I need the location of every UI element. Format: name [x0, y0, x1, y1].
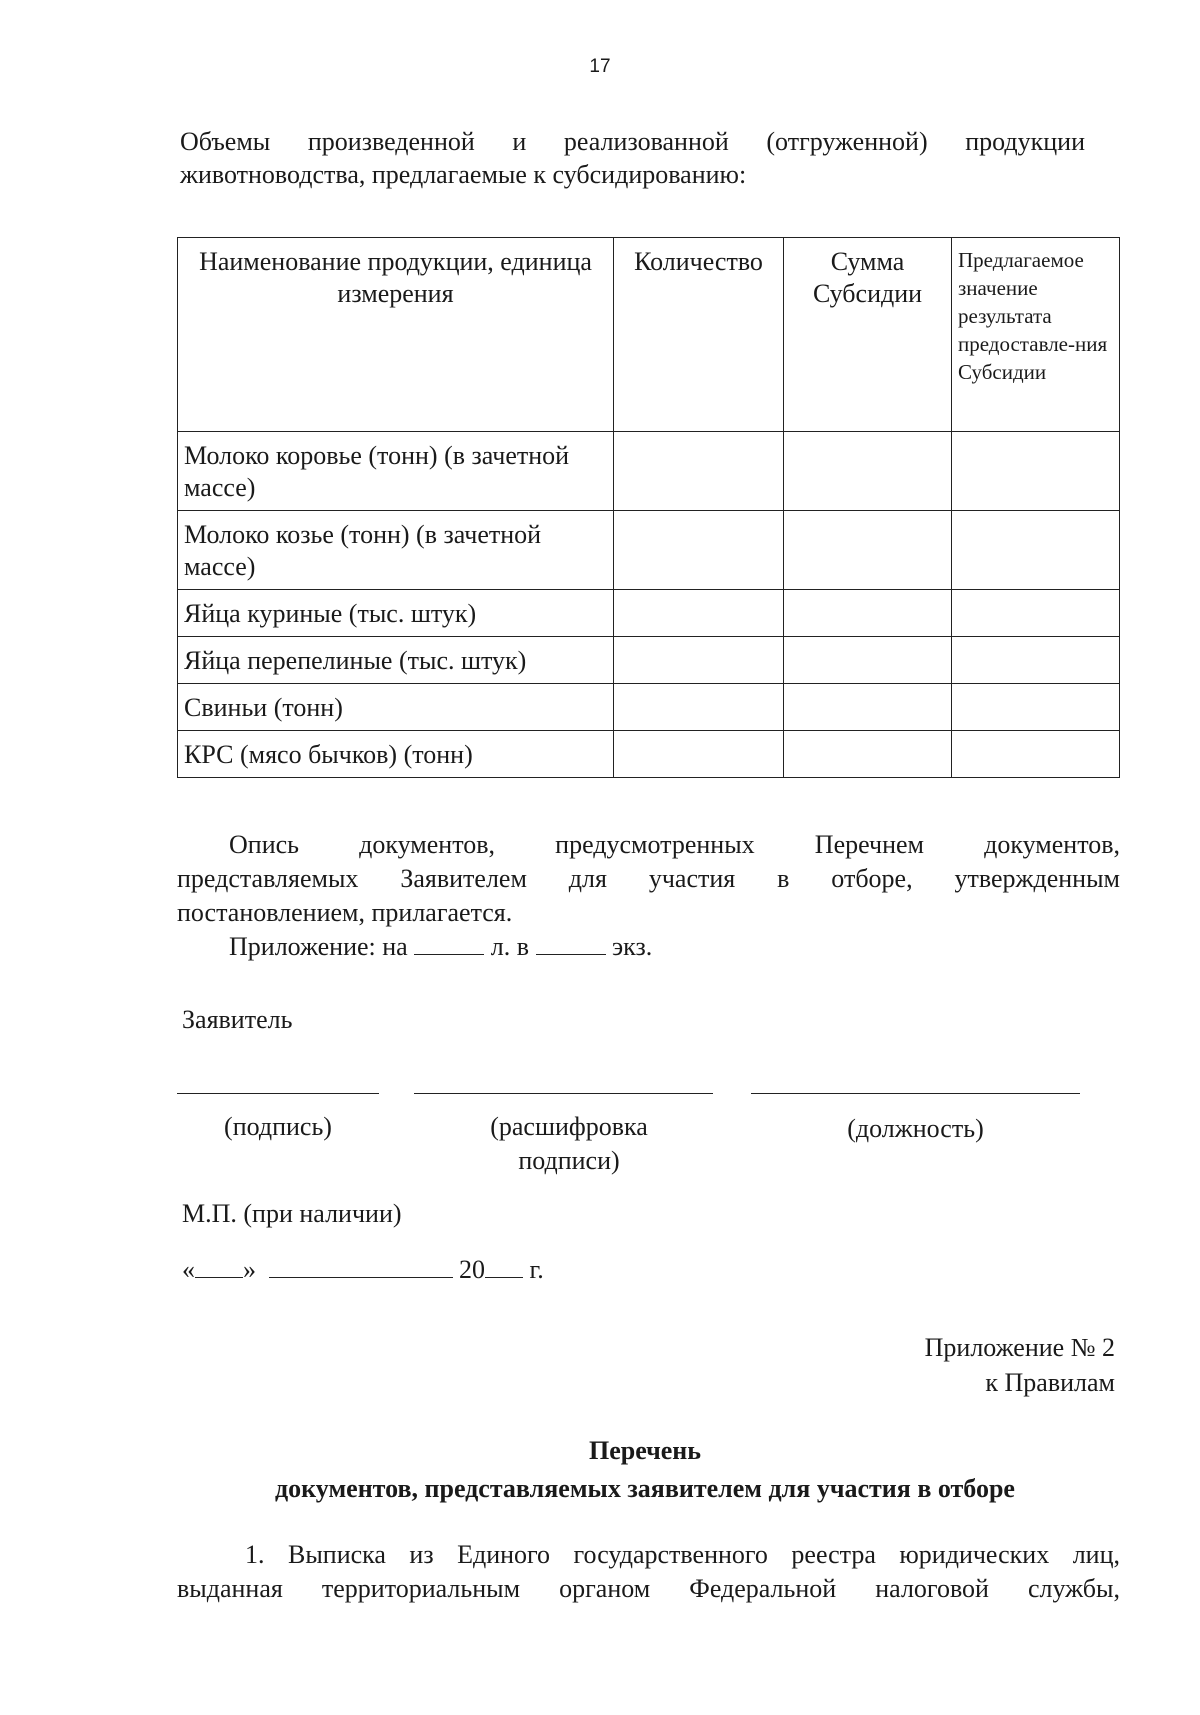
- copies-field[interactable]: [536, 932, 606, 955]
- row-subsidy-cell[interactable]: [784, 511, 952, 590]
- row-product-name: Молоко коровье (тонн) (в зачетной массе): [178, 432, 614, 511]
- row-subsidy-cell[interactable]: [784, 684, 952, 731]
- sheets-field[interactable]: [414, 932, 484, 955]
- annex-title-line-2: документов, представляемых заявителем для участия в отборе: [275, 1474, 1015, 1503]
- intro-line-1: Объемы произведенной и реализованной (отгруженной) продукции: [180, 127, 1085, 156]
- year-suffix: г.: [529, 1255, 544, 1284]
- inventory-line-3: постановлением, прилагается.: [177, 898, 513, 927]
- position-line[interactable]: [751, 1093, 1080, 1094]
- row-result-cell[interactable]: [952, 590, 1120, 637]
- day-field[interactable]: [195, 1255, 243, 1278]
- row-result-cell[interactable]: [952, 637, 1120, 684]
- signature-caption: (подпись): [224, 1112, 332, 1141]
- row-product-name: Яйца куриные (тыс. штук): [178, 590, 614, 637]
- decryption-line[interactable]: [414, 1093, 713, 1094]
- attachment-mid: л. в: [490, 932, 529, 961]
- list-item-1: [177, 1538, 1120, 1606]
- table-row: [178, 511, 1120, 590]
- row-subsidy-cell[interactable]: [784, 432, 952, 511]
- row-product-name: Свиньи (тонн): [178, 684, 614, 731]
- month-field[interactable]: [269, 1255, 453, 1278]
- header-quantity: Количество: [614, 238, 784, 432]
- intro-paragraph: [180, 125, 1085, 191]
- attachment-line: [229, 930, 652, 964]
- row-product-name: Яйца перепелиные (тыс. штук): [178, 637, 614, 684]
- row-result-cell[interactable]: [952, 731, 1120, 778]
- annex-number: Приложение № 2: [924, 1333, 1115, 1362]
- row-quantity-cell[interactable]: [614, 637, 784, 684]
- row-quantity-cell[interactable]: [614, 511, 784, 590]
- header-product-name: Наименование продукции, единица измерения: [178, 238, 614, 432]
- position-caption: (должность): [847, 1114, 984, 1143]
- table-row: [178, 684, 1120, 731]
- table-row: [178, 637, 1120, 684]
- row-quantity-cell[interactable]: [614, 590, 784, 637]
- year-prefix: 20: [459, 1255, 485, 1284]
- list-item-1-line-1: 1. Выписка из Единого государственного реестра юридических лиц,: [245, 1540, 1120, 1569]
- row-quantity-cell[interactable]: [614, 731, 784, 778]
- table-row: [178, 590, 1120, 637]
- date-open-quote: «: [182, 1255, 195, 1284]
- page-number: 17: [589, 56, 611, 77]
- inventory-line-2: представляемых Заявителем для участия в отборе, утвержденным: [177, 864, 1120, 893]
- stamp-label: М.П. (при наличии): [182, 1199, 402, 1228]
- year-field[interactable]: [485, 1255, 523, 1278]
- row-quantity-cell[interactable]: [614, 432, 784, 511]
- annex-title: [0, 1432, 1200, 1508]
- table-row: [178, 432, 1120, 511]
- annex-title-line-1: Перечень: [588, 1436, 702, 1465]
- row-subsidy-cell[interactable]: [784, 590, 952, 637]
- row-result-cell[interactable]: [952, 432, 1120, 511]
- list-item-1-line-2: выданная территориальным органом Федеральной налоговой службы,: [177, 1574, 1120, 1603]
- row-result-cell[interactable]: [952, 684, 1120, 731]
- row-subsidy-cell[interactable]: [784, 731, 952, 778]
- row-result-cell[interactable]: [952, 511, 1120, 590]
- decryption-caption: (расшифровка подписи): [490, 1112, 648, 1175]
- inventory-paragraph: [177, 828, 1120, 930]
- attachment-prefix: Приложение: на: [229, 932, 408, 961]
- table-header-row: [178, 238, 1120, 432]
- date-line: [182, 1253, 544, 1287]
- products-table: [177, 237, 1120, 778]
- header-proposed-result: Предлагаемое значение результата предоставле-ния Субсидии: [952, 238, 1120, 432]
- attachment-suffix: экз.: [612, 932, 653, 961]
- row-quantity-cell[interactable]: [614, 684, 784, 731]
- date-close-quote: »: [243, 1255, 256, 1284]
- inventory-line-1: Опись документов, предусмотренных Перечнем документов,: [229, 830, 1120, 859]
- applicant-label: Заявитель: [182, 1005, 293, 1034]
- annex-to-rules: к Правилам: [985, 1368, 1115, 1397]
- row-subsidy-cell[interactable]: [784, 637, 952, 684]
- signature-line[interactable]: [177, 1093, 379, 1094]
- row-product-name: Молоко козье (тонн) (в зачетной массе): [178, 511, 614, 590]
- table-row: [178, 731, 1120, 778]
- row-product-name: КРС (мясо бычков) (тонн): [178, 731, 614, 778]
- header-subsidy-amount: Сумма Субсидии: [784, 238, 952, 432]
- intro-line-2: животноводства, предлагаемые к субсидированию:: [180, 160, 747, 189]
